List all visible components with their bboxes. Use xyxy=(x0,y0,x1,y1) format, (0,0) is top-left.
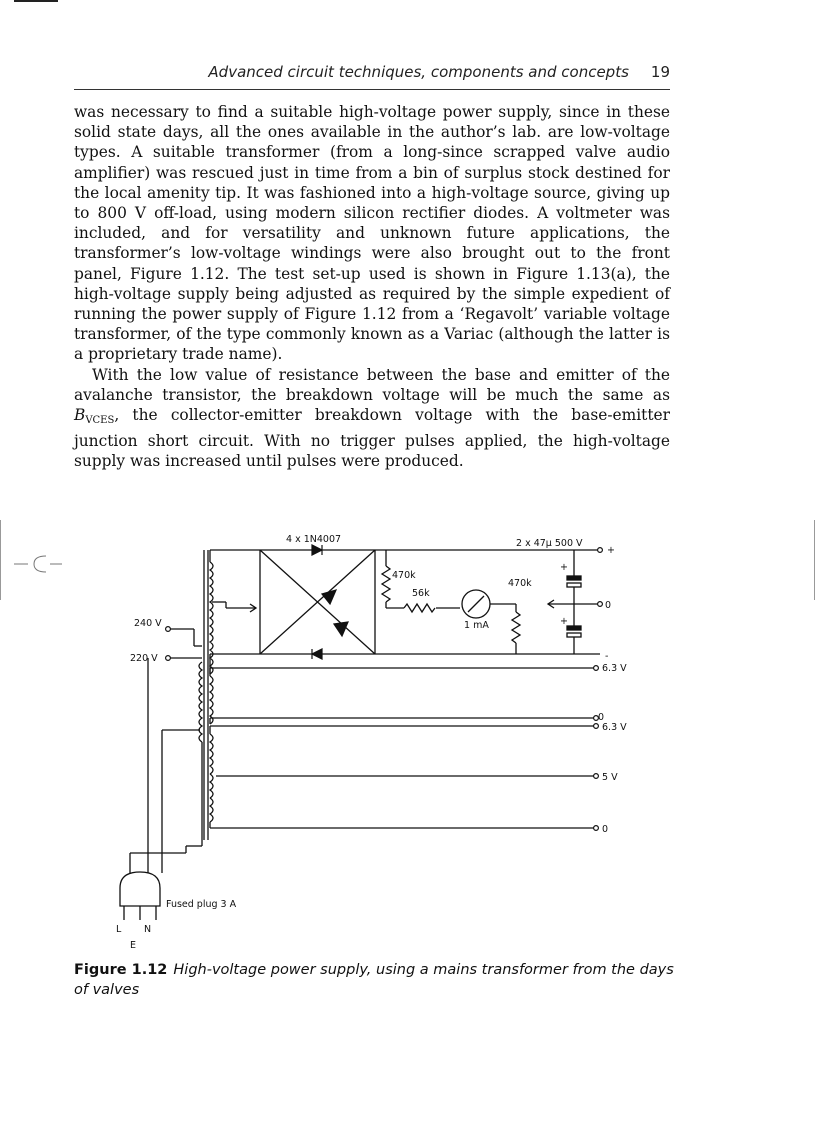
label-cap-plus-1: + xyxy=(560,562,568,573)
label-caps: 2 x 47μ 500 V xyxy=(516,538,583,549)
figure-caption xyxy=(74,960,674,1000)
symbol-b: B xyxy=(74,406,86,425)
label-out1: 6.3 V xyxy=(602,663,627,674)
diode-top xyxy=(312,545,322,555)
label-r3: 470k xyxy=(508,578,532,589)
diode-bottom xyxy=(312,649,322,659)
caption-text: High-voltage power supply, using a mains transformer from the days of valves xyxy=(74,962,674,998)
top-crop-rule xyxy=(14,0,58,2)
label-plus: + xyxy=(607,545,615,556)
label-240v: 240 V xyxy=(134,618,162,629)
cap-lower-plate-a xyxy=(567,626,581,630)
body-text xyxy=(74,102,670,472)
label-pin-e: E xyxy=(130,940,137,951)
paragraph-1: was necessary to find a suitable high-voltage power supply, since in these solid state days, all the ones available in the author’s lab. are low-voltage types. A suitable transformer (from a long-since scrapped valve audio amplifier) was rescued just in time from a bin of surplus stock destined for the local amenity tip. It was fashioned into a high-voltage source, giving up to 800 V off-load, using modern silicon rectifier diodes. A voltmeter was included, and for versatility and unknown future applications, the transformer’s low-voltage windings were also brought out to the front panel, Figure 1.12. The test set-up used is shown in Figure 1.13(a), the high-voltage supply being adjusted as required by the simple expedient of running the power supply of Figure 1.12 from a ‘Regavolt’ variable voltage transformer, of the type commonly known as a Variac (although the latter is a proprietary trade name). xyxy=(74,103,670,364)
diode-diag-2 xyxy=(334,622,348,636)
scan-margin-right xyxy=(814,520,815,600)
scan-margin-left xyxy=(0,520,1,600)
cap-lower-plate-b xyxy=(567,633,581,637)
cap-upper-plate-a xyxy=(567,576,581,580)
resistor-470k-2 xyxy=(512,612,520,643)
winding-final xyxy=(210,798,213,822)
running-title: Advanced circuit techniques, components and concepts xyxy=(208,63,629,81)
running-header xyxy=(74,63,670,81)
winding-6v3-1 xyxy=(210,676,213,724)
label-diodes: 4 x 1N4007 xyxy=(286,534,342,545)
label-220v: 220 V xyxy=(130,653,158,664)
crop-mark-icon xyxy=(14,552,64,576)
page-number: 19 xyxy=(650,63,670,81)
label-meter: 1 mA xyxy=(464,620,489,631)
label-out4: 0 xyxy=(602,824,609,835)
label-out3: 5 V xyxy=(602,772,618,783)
symbol-subscript: VCES xyxy=(85,415,115,427)
header-rule xyxy=(74,89,670,90)
resistor-56k xyxy=(404,604,435,612)
label-plug: Fused plug 3 A xyxy=(166,899,237,910)
caption-label: Figure 1.12 xyxy=(74,962,168,978)
label-r2: 56k xyxy=(412,588,430,599)
label-out2-zero: 0 xyxy=(598,712,605,723)
cap-upper-plate-b xyxy=(567,583,581,587)
paragraph-2-start: With the low value of resistance between the base and emitter of the avalanche transistor, the breakdown voltage will be much the same as xyxy=(74,365,670,404)
winding-5v-tap xyxy=(210,774,213,798)
label-pin-l: L xyxy=(116,924,122,935)
winding-6v3-2 xyxy=(210,734,213,774)
label-out2: 6.3 V xyxy=(602,722,627,733)
diode-diag-1 xyxy=(322,590,336,604)
label-r1: 470k xyxy=(392,570,416,581)
fused-plug xyxy=(120,872,160,906)
label-pin-n: N xyxy=(144,924,152,935)
resistor-470k-1 xyxy=(382,566,390,602)
schematic-diagram xyxy=(100,528,660,958)
paragraph-2 xyxy=(74,365,670,472)
label-minus: - xyxy=(605,651,609,662)
label-zero: 0 xyxy=(605,600,612,611)
paragraph-2-end: , the collector-emitter breakdown voltage with the base-emitter junction short circuit. With no trigger pulses applied, the high-voltage supply was increased until pulses were produced. xyxy=(74,406,670,471)
label-cap-plus-2: + xyxy=(560,616,568,627)
